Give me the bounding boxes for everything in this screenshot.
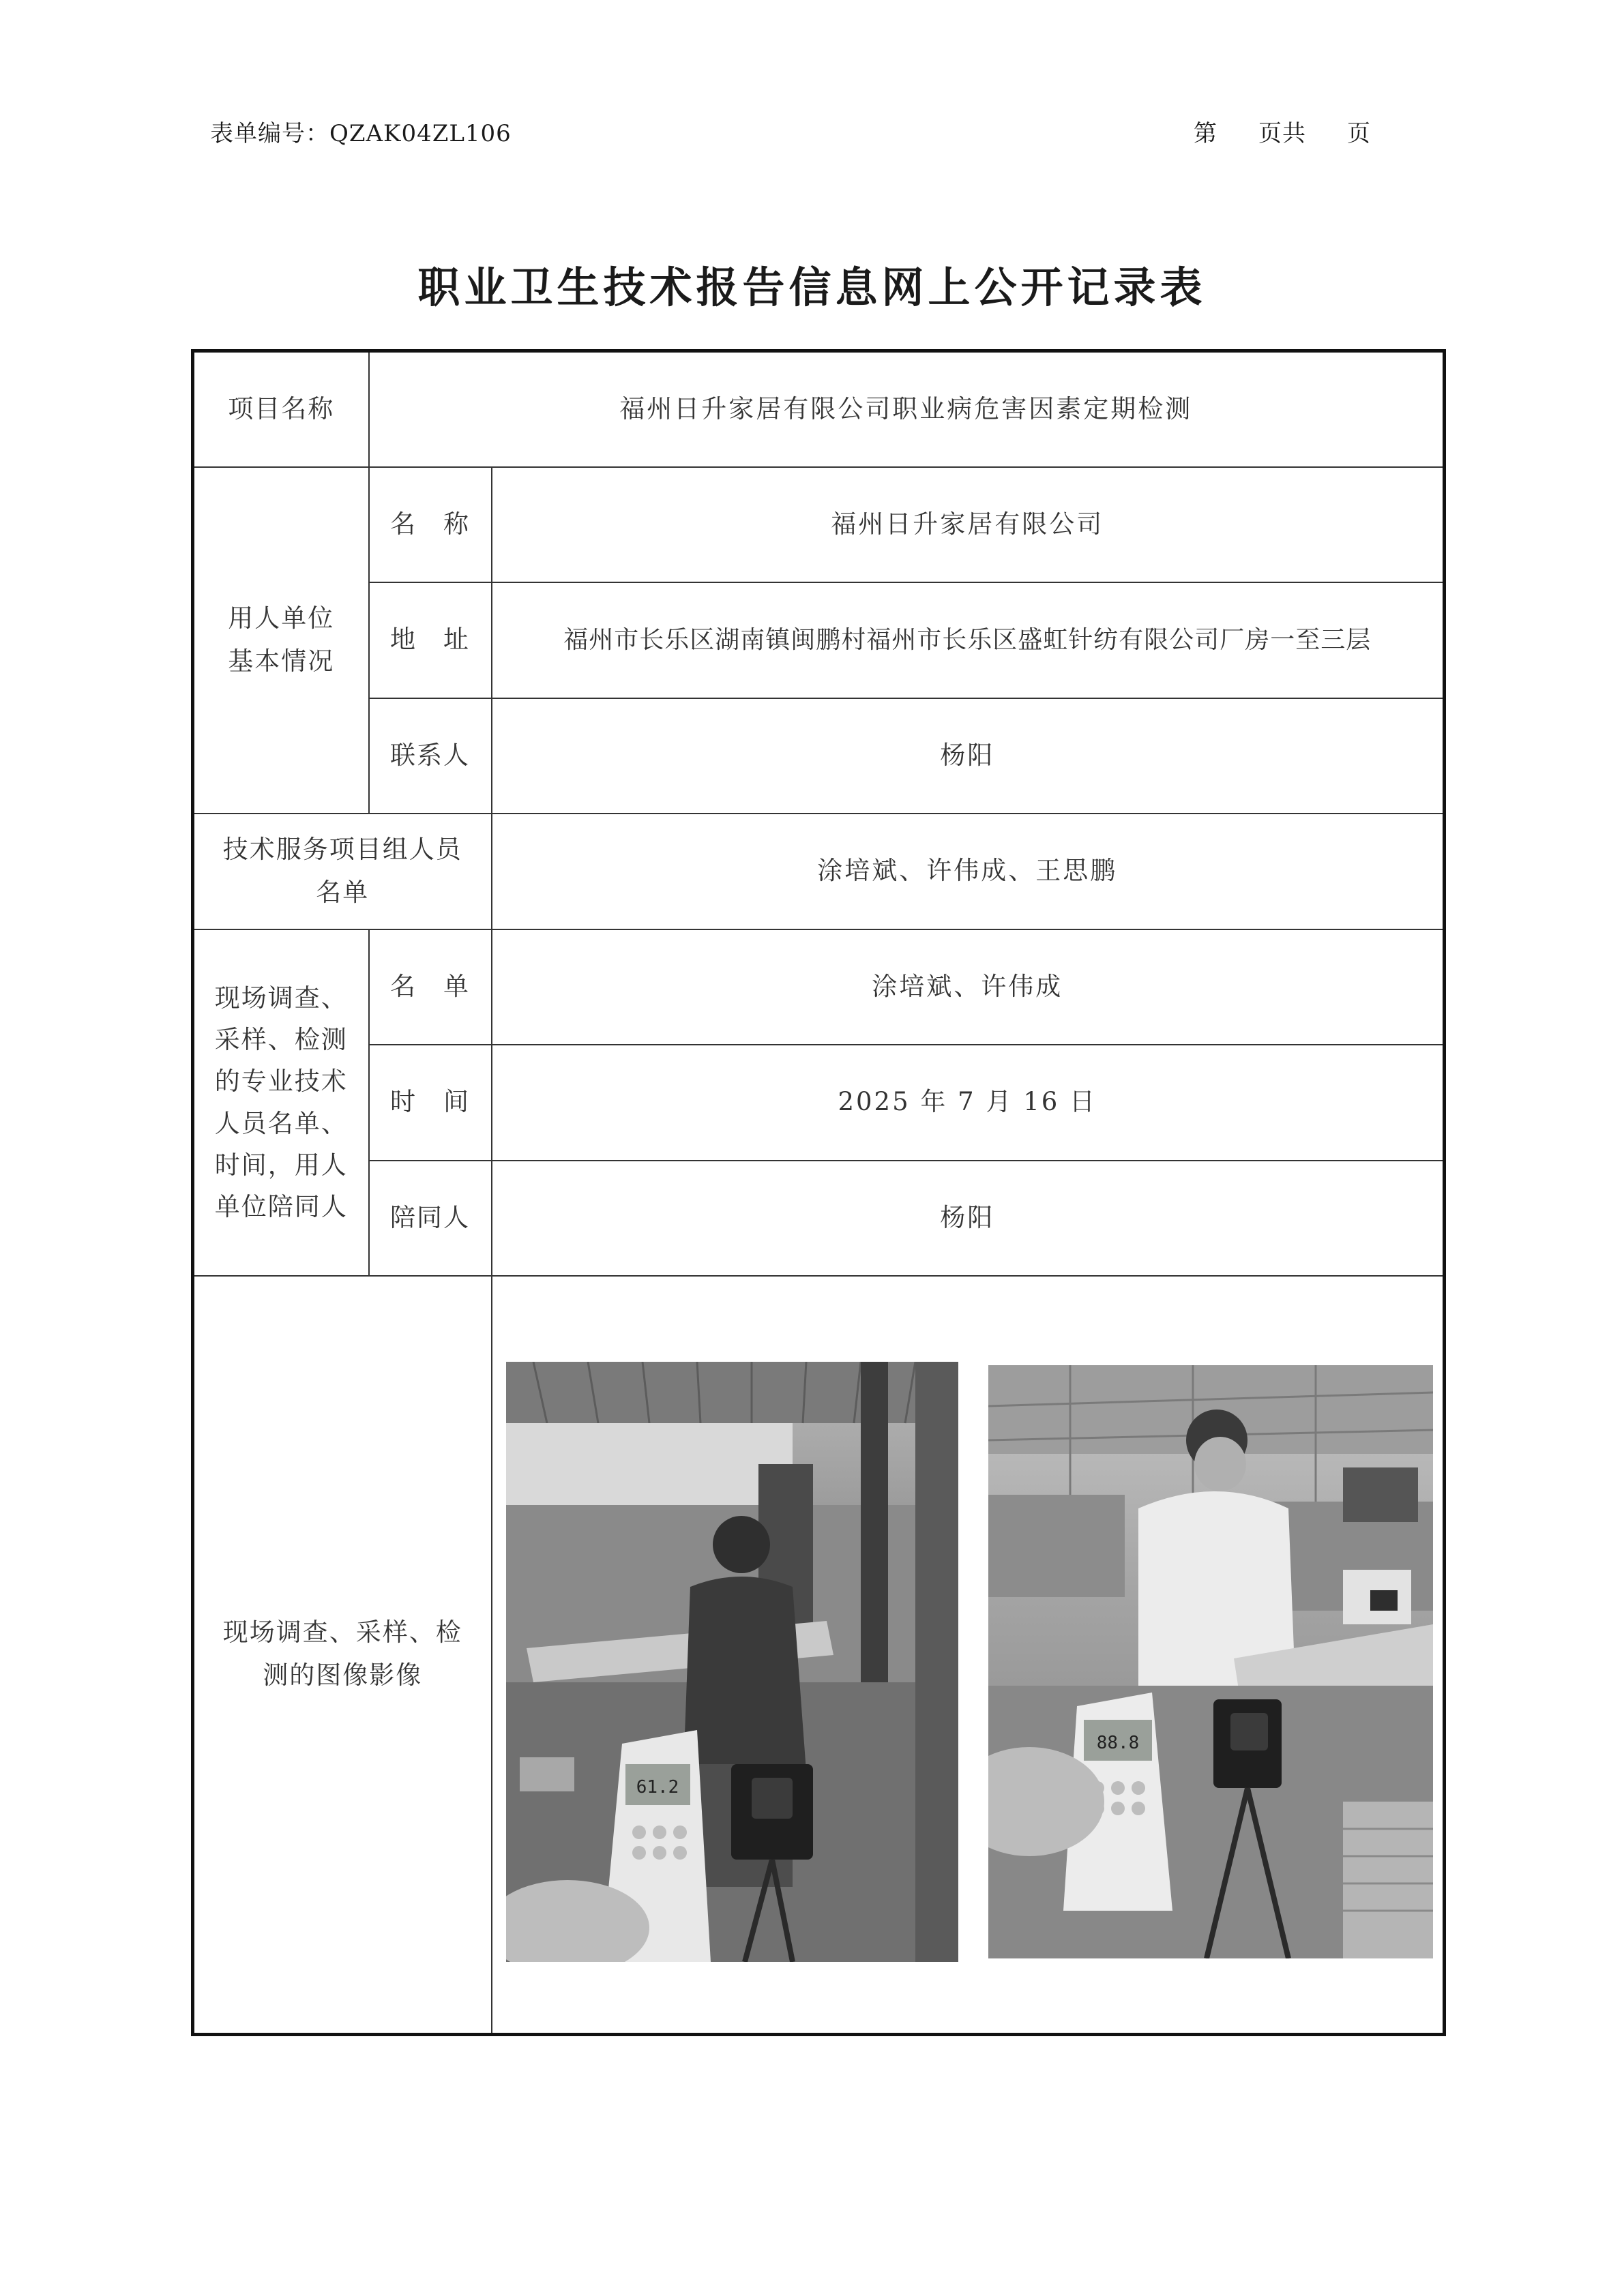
table-row <box>193 929 1445 1045</box>
table-row <box>193 1276 1445 2035</box>
image-label <box>193 1276 492 2035</box>
table-row <box>193 698 1445 814</box>
survey-label-line: 时间，用人 <box>214 1150 348 1180</box>
page-title: 职业卫生技术报告信息网上公开记录表 <box>417 263 1207 312</box>
survey-label <box>193 929 369 1276</box>
photos-container <box>492 1277 1443 2033</box>
address-label: 地 址 <box>369 582 492 698</box>
escort-label: 陪同人 <box>369 1161 492 1276</box>
team-label <box>193 814 492 929</box>
employer-label-line: 用人单位 <box>228 603 335 633</box>
image-label-line: 测的图像影像 <box>263 1660 423 1690</box>
project-name-value: 福州日升家居有限公司职业病危害因素定期检测 <box>369 351 1445 467</box>
survey-label-line: 单位陪同人 <box>214 1191 348 1221</box>
noise-measurement-photo-1 <box>506 1362 958 1962</box>
contact-label: 联系人 <box>369 698 492 814</box>
table-row <box>193 1045 1445 1161</box>
table-row <box>193 467 1445 582</box>
list-label: 名 单 <box>369 929 492 1045</box>
page-label-1: 第 <box>1194 120 1217 147</box>
team-value: 涂培斌、许伟成、王思鹏 <box>492 814 1445 929</box>
photos-cell <box>492 1276 1445 2035</box>
list-value: 涂培斌、许伟成 <box>492 929 1445 1045</box>
noise-measurement-photo-2 <box>988 1365 1433 1958</box>
time-label: 时 间 <box>369 1045 492 1161</box>
name-value: 福州日升家居有限公司 <box>492 467 1445 582</box>
escort-value: 杨阳 <box>492 1161 1445 1276</box>
table-row <box>193 351 1445 467</box>
name-label: 名 称 <box>369 467 492 582</box>
address-value: 福州市长乐区湖南镇闽鹏村福州市长乐区盛虹针纺有限公司厂房一至三层 <box>492 582 1445 698</box>
image-label-line: 现场调查、采样、检 <box>222 1617 462 1648</box>
survey-label-line: 采样、检测 <box>214 1025 348 1055</box>
employer-label <box>193 467 369 814</box>
page-label-2: 页共 <box>1258 120 1306 147</box>
meter-reading-2: 88.8 <box>1096 1732 1139 1753</box>
survey-label-line: 的专业技术 <box>214 1067 348 1097</box>
survey-label-line: 人员名单、 <box>214 1108 348 1138</box>
team-label-line: 技术服务项目组人员 <box>222 834 462 864</box>
table-row <box>193 1161 1445 1276</box>
team-label-line: 名单 <box>316 877 370 907</box>
contact-value: 杨阳 <box>492 698 1445 814</box>
table-row <box>193 582 1445 698</box>
form-number: 表单编号：QZAK04ZL106 <box>210 120 512 147</box>
meter-reading-1: 61.2 <box>636 1776 679 1798</box>
time-value: 2025 年 7 月 16 日 <box>492 1045 1445 1161</box>
record-table <box>191 349 1446 2036</box>
survey-label-line: 现场调查、 <box>214 983 348 1013</box>
page-label-3: 页 <box>1347 120 1371 147</box>
employer-label-line: 基本情况 <box>228 646 335 676</box>
page-indicator <box>1194 115 1371 148</box>
project-name-label: 项目名称 <box>193 351 369 467</box>
table-row <box>193 814 1445 929</box>
